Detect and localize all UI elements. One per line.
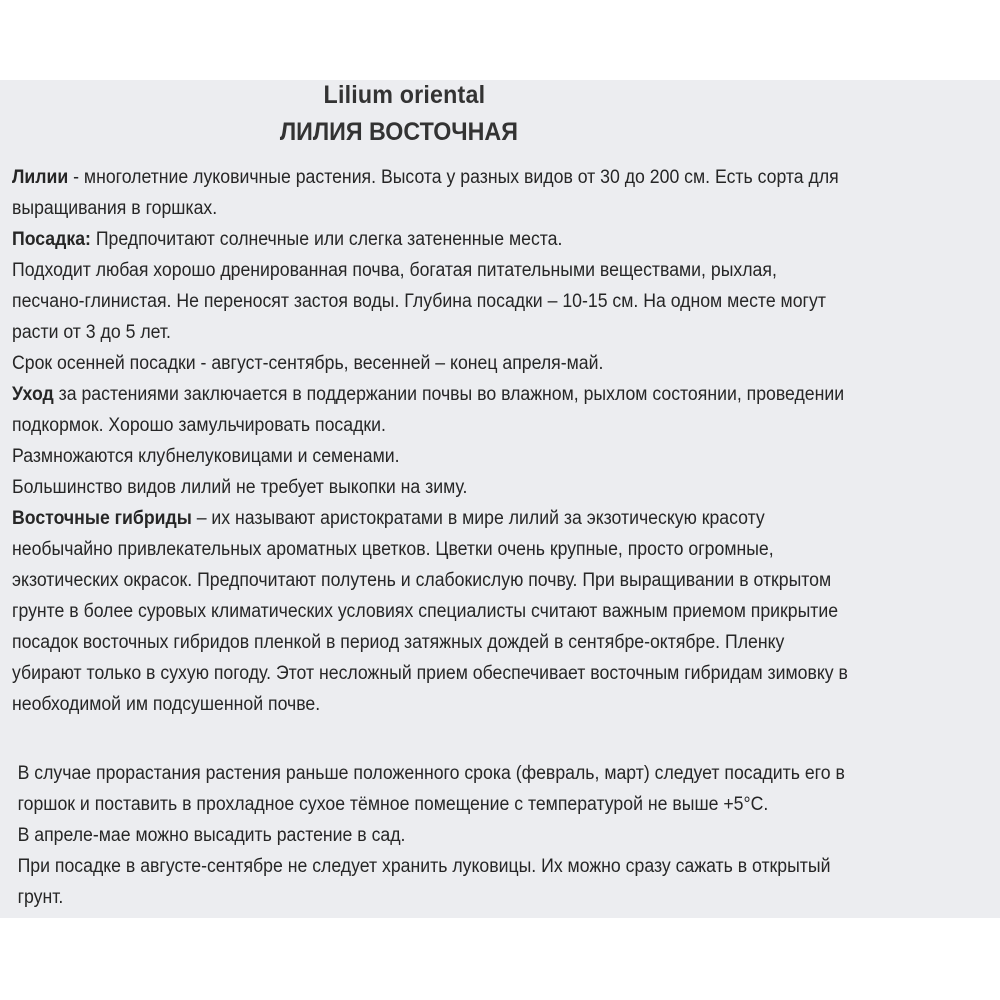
title-russian: ЛИЛИЯ ВОСТОЧНАЯ [279,118,518,146]
text-line [12,658,848,689]
text-line-body: Большинство видов лилий не требует выкопки на зиму. [12,477,468,498]
text-line-body: грунте в более суровых климатических условиях специалисты считают важным приемом прикрытие [12,601,839,622]
text-line-body: за растениями заключается в поддержании почвы во влажном, рыхлом состоянии, проведении [53,384,845,405]
text-line [12,410,848,441]
text-line [12,565,848,596]
text-line-bold: Лилии [12,167,69,188]
text-line [12,286,848,317]
text-line-body: необычайно привлекательных ароматных цветков. Цветки очень крупные, просто огромные, [12,539,774,560]
text-line-body: - многолетние луковичные растения. Высота у разных видов от 30 до 200 см. Есть сорта для [68,167,839,188]
text-line [12,224,848,255]
note-line: В случае прорастания растения раньше положенного срока (февраль, март) следует посадить его в [17,763,845,784]
text-line-body: Предпочитают солнечные или слегка затененные места. [90,229,563,250]
text-line [12,348,848,379]
text-line [12,689,848,720]
text-line [12,534,848,565]
text-line-body: Срок осенней посадки - август-сентябрь, весенней – конец апреля-май. [12,353,604,374]
text-line-bold: Посадка: [12,229,91,250]
text-line-body: Размножаются клубнелуковицами и семенами. [12,446,400,467]
note-line: грунт. [17,887,64,908]
text-line-body: расти от 3 до 5 лет. [12,322,171,343]
text-line [12,379,848,410]
text-line-body: необходимой им подсушенной почве. [12,694,321,715]
text-line-bold: Уход [12,384,54,405]
text-line-body: – их называют аристократами в мире лилий за экзотическую красоту [191,508,765,529]
note-line: В апреле-мае можно высадить растение в сад. [17,825,406,846]
label-sheet [0,80,1000,918]
description-block [12,162,848,720]
text-line-bold: Восточные гибриды [12,508,192,529]
text-line-body: убирают только в сухую погоду. Этот несложный прием обеспечивает восточным гибридам зимовку в [12,663,848,684]
text-line [12,472,848,503]
text-line-body: подкормок. Хорошо замульчировать посадки. [12,415,386,436]
text-line [12,441,848,472]
text-line-body: песчано-глинистая. Не переносят застоя воды. Глубина посадки – 10-15 см. На одном месте могут [12,291,826,312]
text-line-body: экзотических окрасок. Предпочитают полутень и слабокислую почву. При выращивании в открытом [12,570,832,591]
text-line-body: Подходит любая хорошо дренированная почва, богатая питательными веществами, рыхлая, [12,260,777,281]
text-line [12,193,848,224]
text-line [12,317,848,348]
text-line [12,255,848,286]
text-line [12,162,848,193]
text-line [12,627,848,658]
planting-note-block [18,758,845,913]
text-line [12,503,848,534]
note-line: При посадке в августе-сентябре не следует хранить луковицы. Их можно сразу сажать в открытый [17,856,831,877]
text-line-body: выращивания в горшках. [12,198,218,219]
note-line: горшок и поставить в прохладное сухое тёмное помещение с температурой не выше +5°С. [17,794,769,815]
text-line-body: посадок восточных гибридов пленкой в период затяжных дождей в сентябре-октябре. Пленку [12,632,785,653]
title-latin: Lilium oriental [323,81,486,109]
text-line [12,596,848,627]
